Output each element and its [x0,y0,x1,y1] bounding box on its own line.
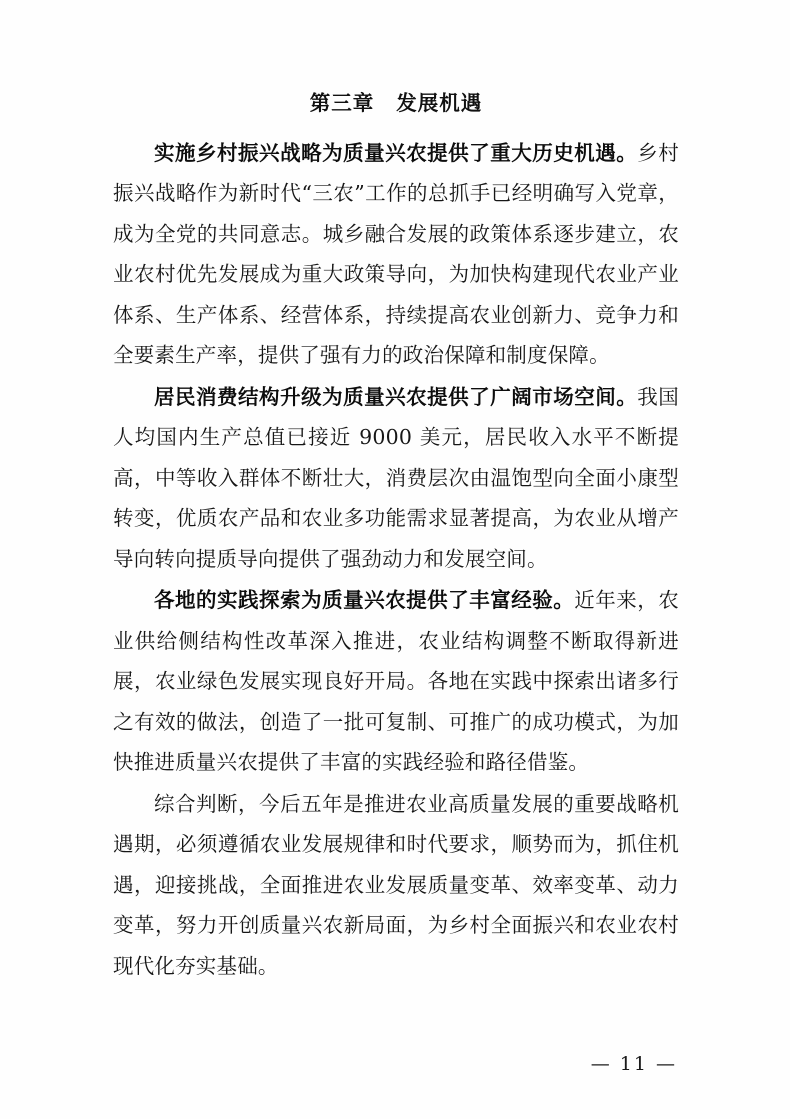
paragraph-body: 我国人均国内生产总值已接近 9000 美元，居民收入水平不断提高，中等收入群体不断壮大，消费层次由温饱型向全面小康型转变，优质农产品和农业多功能需求显著提高，为农业从增产导向转向提质导向提供了强劲动力和发展空间。 [113,384,679,571]
paragraph-body: 综合判断，今后五年是推进农业高质量发展的重要战略机遇期，必须遵循农业发展规律和时代要求，顺势而为，抓住机遇，迎接挑战，全面推进农业发展质量变革、效率变革、动力变革，努力开创质量兴农新局面，为乡村全面振兴和农业农村现代化夯实基础。 [113,791,679,978]
paragraph-lead: 居民消费结构升级为质量兴农提供了广阔市场空间。 [154,384,638,409]
chapter-name: 发展机遇 [396,91,483,115]
paragraph [113,784,679,987]
paragraph [113,133,679,376]
paragraph-lead: 各地的实践探索为质量兴农提供了丰富经验。 [154,588,575,613]
paragraph-body: 乡村振兴战略作为新时代“三农”工作的总抓手已经明确写入党章，成为全党的共同意志。城乡融合发展的政策体系逐步建立，农业农村优先发展成为重大政策导向，为加快构建现代农业产业体系、生产体系、经营体系，持续提高农业创新力、竞争力和全要素生产率，提供了强有力的政治保障和制度保障。 [113,140,679,368]
chapter-number: 第三章 [309,91,375,115]
paragraph [113,377,679,580]
paragraph-lead: 实施乡村振兴战略为质量兴农提供了重大历史机遇。 [154,140,638,165]
paragraph-body: 近年来，农业供给侧结构性改革深入推进，农业结构调整不断取得新进展，农业绿色发展实现良好开局。各地在实践中探索出诸多行之有效的做法，创造了一批可复制、可推广的成功模式，为加快推进质量兴农提供了丰富的实践经验和路径借鉴。 [113,588,679,775]
paragraph [113,580,679,783]
page-title [113,88,679,119]
page-content [113,88,679,987]
page-number: — 11 — [590,1053,677,1075]
